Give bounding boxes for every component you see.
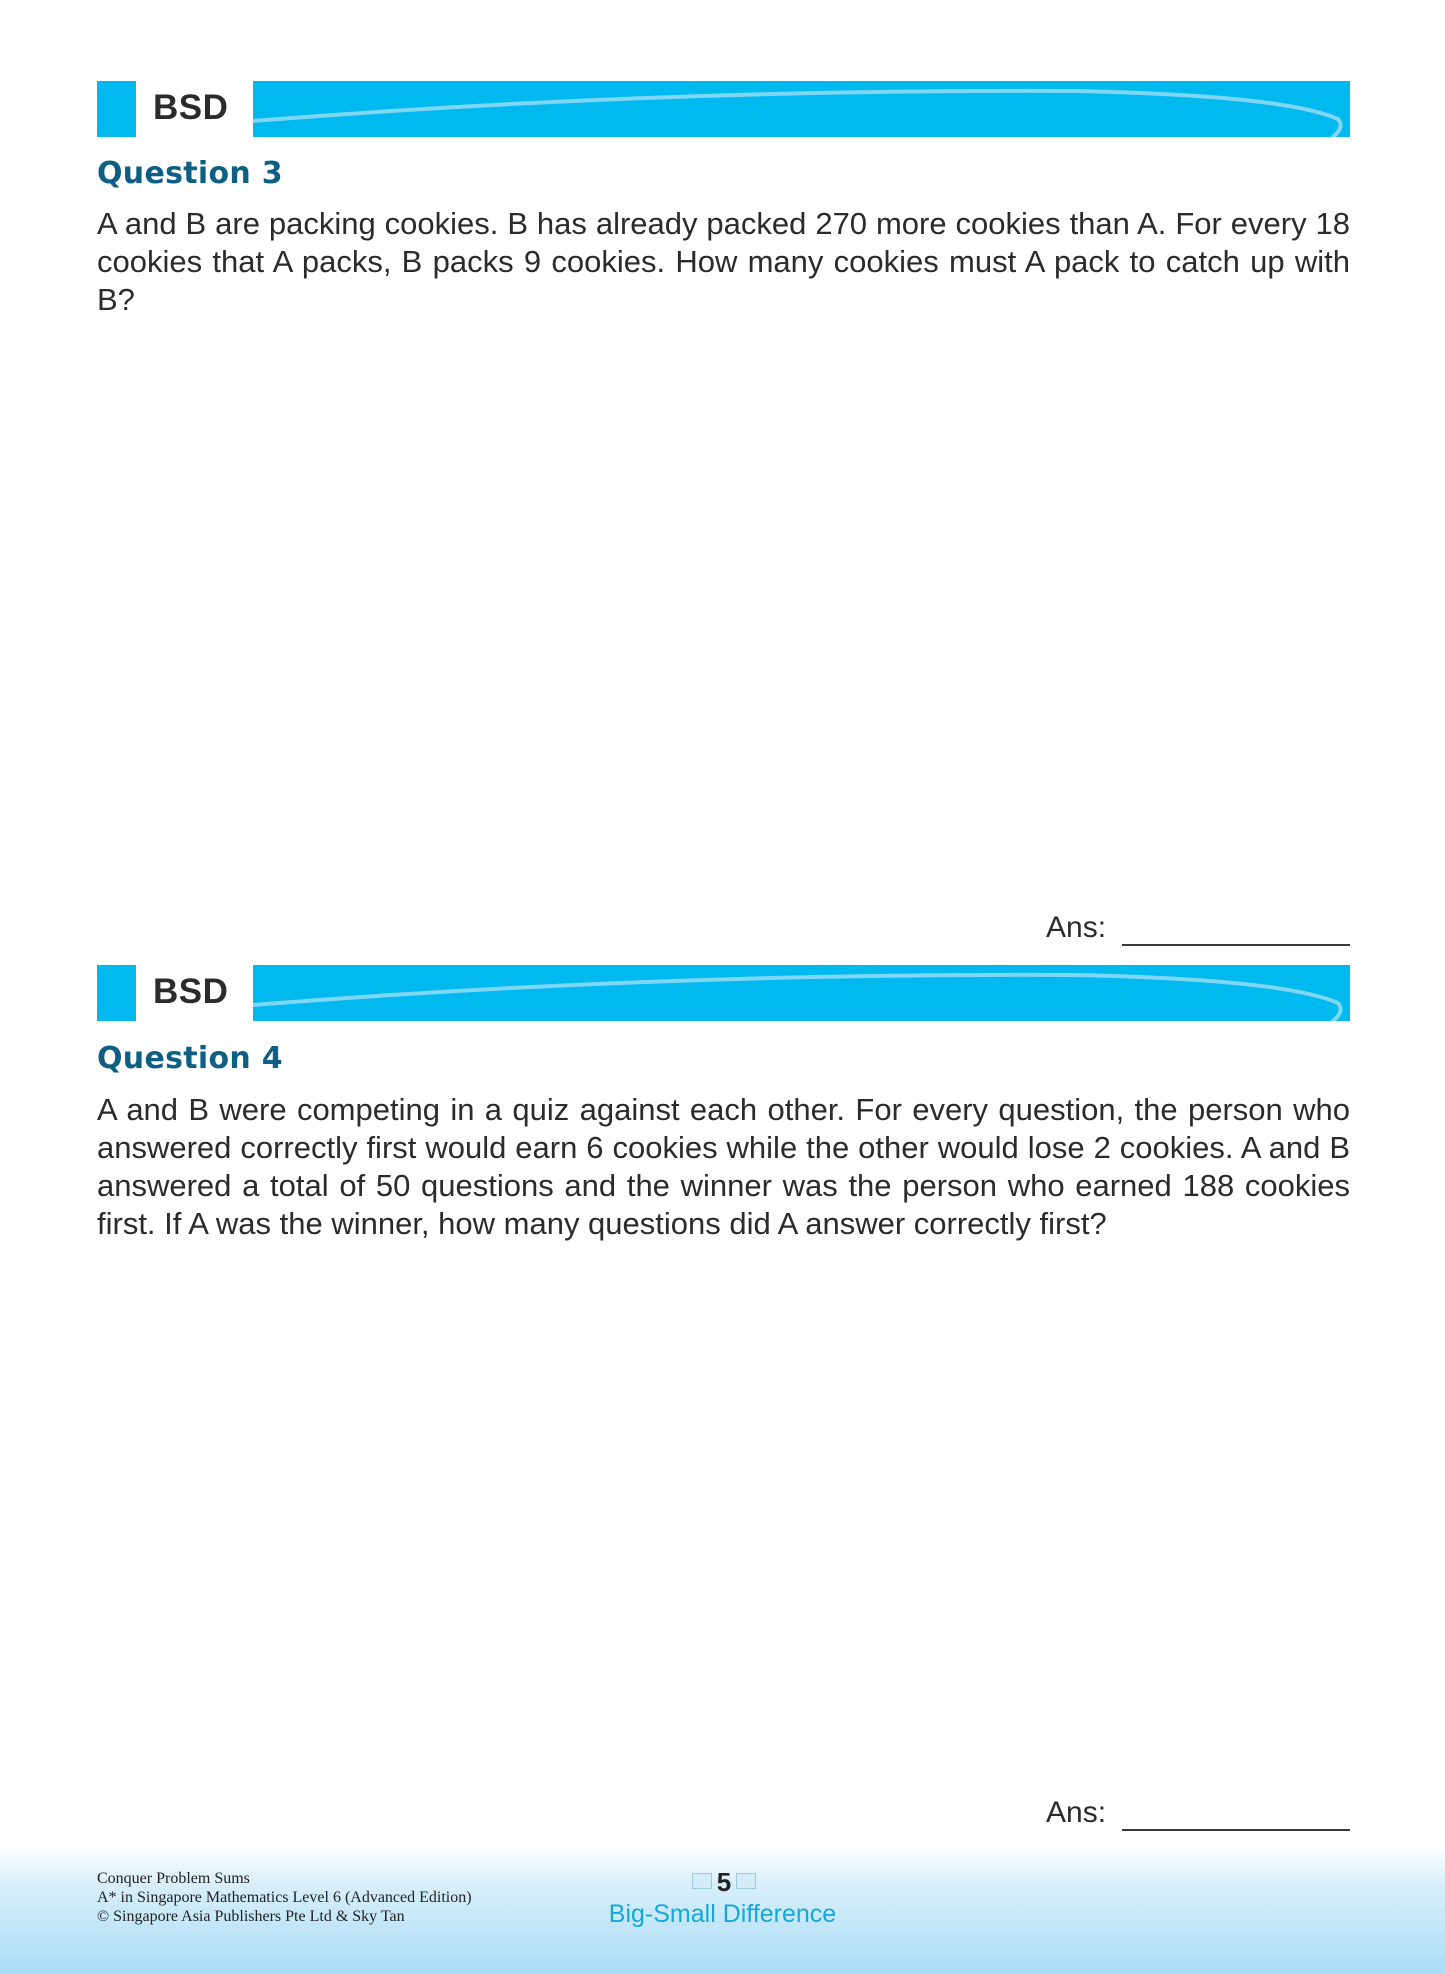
- question-title: Question 4: [97, 1041, 283, 1076]
- question-title: Question 3: [97, 156, 283, 191]
- question-text: A and B were competing in a quiz against each other. For every question, the person who answered correctly first would earn 6 cookies while the other would lose 2 cookies. A and B answered a total of 50 questions and the winner was the person who earned 188 cookies first. If A was the winner, how many questions did A answer correctly first?: [97, 1092, 1350, 1241]
- banner-bar: [253, 965, 1350, 1021]
- swoosh-decoration-icon: [253, 965, 1350, 1021]
- banner-label: BSD: [153, 88, 229, 127]
- banner-tab: [97, 965, 136, 1021]
- computer-monitor-icon: [736, 1873, 756, 1889]
- banner-tab: [97, 81, 136, 137]
- credit-line: A* in Singapore Mathematics Level 6 (Advanced Edition): [97, 1889, 472, 1906]
- answer-label: Ans:: [1046, 911, 1107, 944]
- question-text: A and B are packing cookies. B has already packed 270 more cookies than A. For every 18 cookies that A packs, B packs 9 cookies. How many cookies must A pack to catch up with B?: [97, 206, 1350, 317]
- computer-monitor-icon: [692, 1873, 712, 1889]
- credit-line: Conquer Problem Sums: [97, 1870, 250, 1887]
- footer-credits: [97, 1869, 472, 1926]
- swoosh-decoration-icon: [253, 81, 1350, 137]
- answer-line[interactable]: [1122, 1829, 1350, 1831]
- chapter-title: Big-Small Difference: [608, 1900, 837, 1928]
- page-number: 5: [716, 1867, 732, 1897]
- answer-field-q3[interactable]: [1046, 911, 1350, 951]
- section-banner-q3: [97, 81, 1350, 137]
- credit-line: © Singapore Asia Publishers Pte Ltd & Sky Tan: [97, 1908, 405, 1925]
- banner-bar: [253, 81, 1350, 137]
- banner-label: BSD: [153, 972, 229, 1011]
- page-number-block: [684, 1867, 764, 1898]
- answer-field-q4[interactable]: [1046, 1796, 1350, 1836]
- section-banner-q4: [97, 965, 1350, 1021]
- page-footer: [0, 1845, 1445, 1974]
- answer-label: Ans:: [1046, 1796, 1107, 1829]
- answer-line[interactable]: [1122, 944, 1350, 946]
